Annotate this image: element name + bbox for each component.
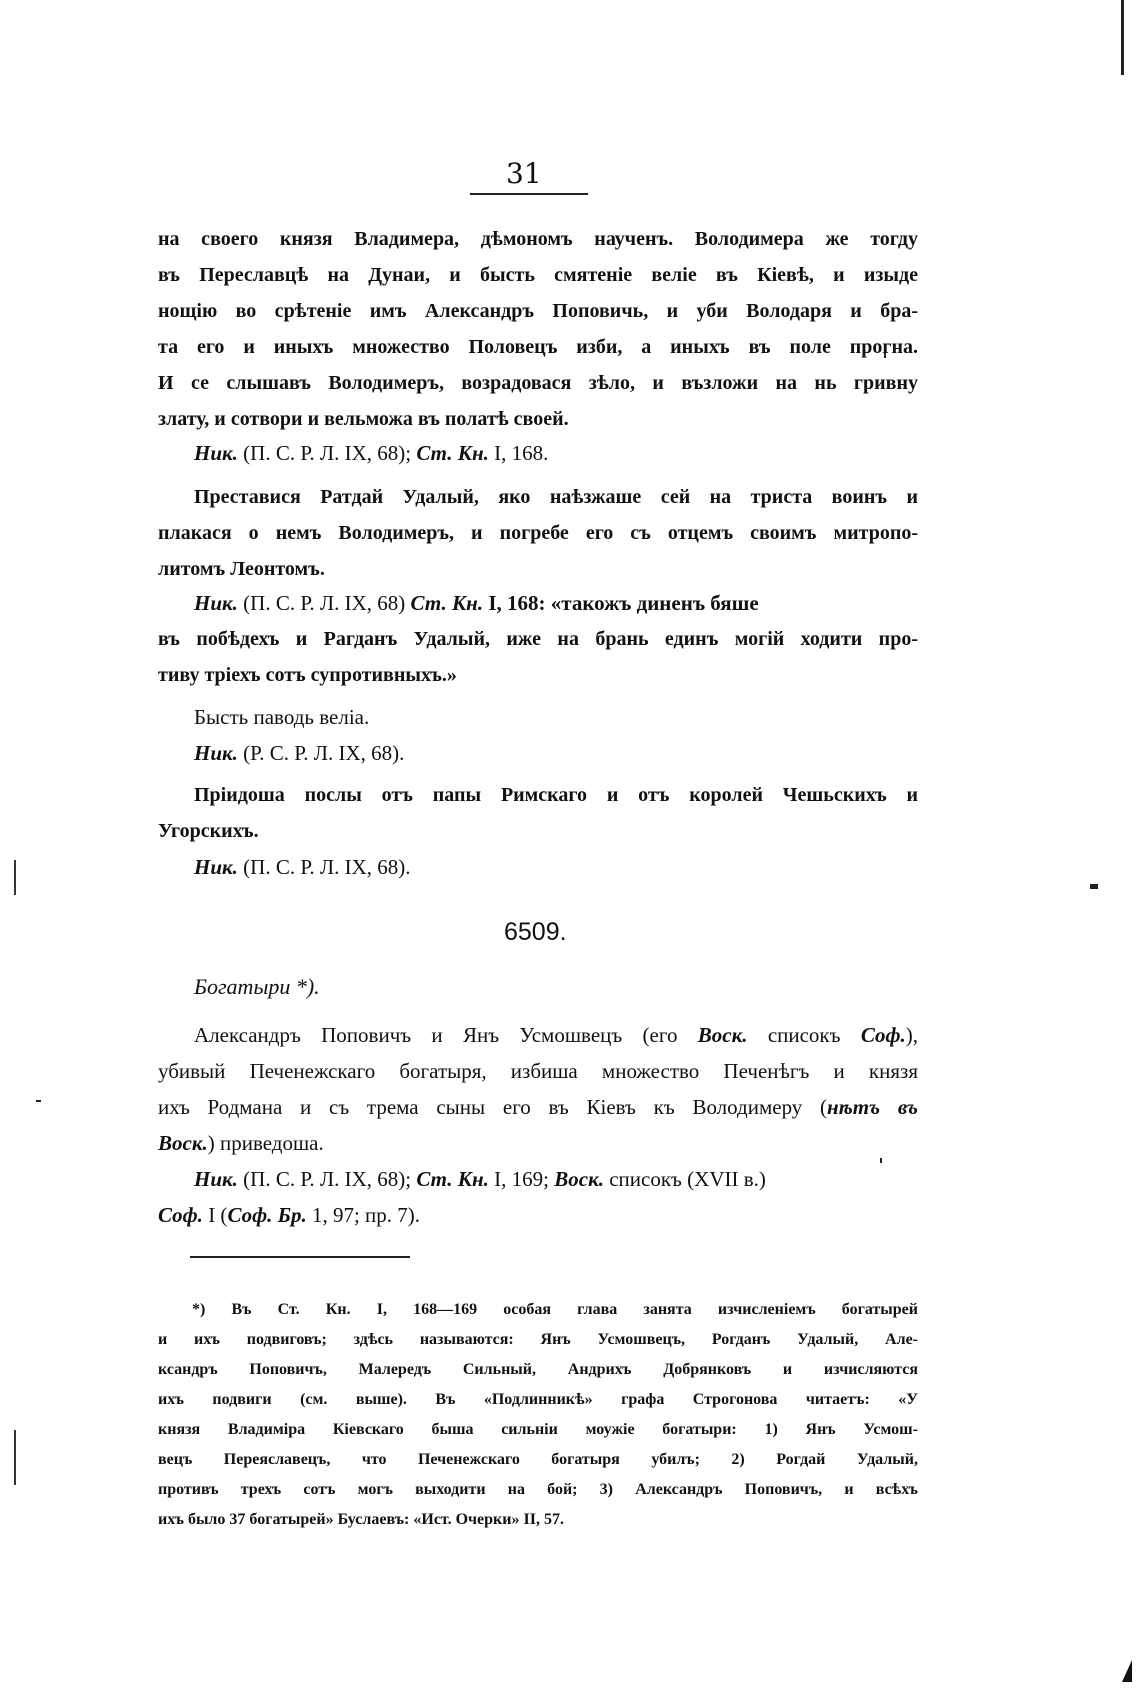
source-reference: Ник. (П. С. Р. Л. IX, 68). — [194, 855, 411, 879]
body-line: Преставися Ратдай Удалый, яко наѣзжаше сей на триста воинъ и — [194, 486, 918, 508]
body-line: ихъ Родмана и съ трема сыны его въ Кіевъ къ Володимеру (нѣтъ въ — [158, 1095, 918, 1119]
source-abbrev: Ник. — [194, 741, 238, 765]
source-abbrev: Ник. — [194, 1167, 238, 1191]
body-line: Александръ Поповичъ и Янъ Усмошвецъ (его Воск. списокъ Соф.), — [194, 1023, 918, 1047]
body-line: на своего князя Владимера, дѣмономъ наученъ. Володимера же тогду — [158, 228, 918, 250]
footnote-line: ихъ было 37 богатырей» Буслаевъ: «Ист. Очерки» II, 57. — [158, 1511, 564, 1528]
footnote-line: князя Владиміра Кіевскаго быша сильніи моужіе богатыри: 1) Янъ Усмош- — [158, 1421, 918, 1438]
body-line: нощію во срѣтеніе имъ Александръ Поповичь, и уби Володаря и бра- — [158, 300, 918, 322]
source-reference: Ник. (Р. С. Р. Л. IX, 68). — [194, 741, 405, 765]
body-line: И се слышавъ Володимеръ, возрадовася зѣло, и възложи на нь гривну — [158, 372, 918, 394]
source-abbrev: Ст. Кн. — [416, 441, 489, 465]
source-abbrev: Соф. Бр. — [227, 1203, 307, 1227]
margin-mark — [14, 860, 16, 895]
body-line: убивый Печенежскаго богатыря, избиша множество Печенѣгъ и князя — [158, 1059, 918, 1083]
source-reference: Ник. (П. С. Р. Л. IX, 68); Ст. Кн. I, 168. — [194, 441, 549, 465]
source-abbrev: Воск. — [697, 1023, 748, 1047]
footnote-rule — [190, 1256, 410, 1258]
source-abbrev: Воск. — [554, 1167, 604, 1191]
body-line: Воск.) приведоша. — [158, 1131, 324, 1155]
year-heading: 6509. — [504, 918, 567, 946]
scan-speck — [36, 1100, 41, 1102]
section-subheading: Богатыри *). — [194, 974, 320, 999]
body-line: въ побѣдехъ и Рагданъ Удалый, иже на брань единъ могій ходити про- — [158, 628, 918, 650]
scan-corner-mark — [1122, 1660, 1132, 1682]
source-abbrev: Ник. — [194, 441, 238, 465]
margin-mark — [14, 1430, 16, 1485]
footnote-line: ксандръ Поповичъ, Малередъ Сильный, Андрихъ Добрянковъ и изчисляются — [158, 1361, 918, 1378]
source-abbrev: Соф. — [158, 1203, 203, 1227]
binding-edge-rule — [1121, 0, 1124, 75]
body-line: въ Переславцѣ на Дунаи, и бысть смятеніе веліе въ Кіевѣ, и изыде — [158, 264, 918, 286]
body-line: та его и иныхъ множество Половецъ изби, а иныхъ въ поле прогна. — [158, 336, 918, 358]
source-reference: Ник. (П. С. Р. Л. IX, 68); Ст. Кн. I, 169; Воск. списокъ (XVII в.) — [194, 1167, 766, 1191]
footnote-line: ихъ подвиги (см. выше). Въ «Подлинникѣ» графа Строгонова читаетъ: «У — [158, 1391, 918, 1408]
scan-speck — [880, 1158, 882, 1163]
body-line: плакася о немъ Володимеръ, и погребе его съ отцемъ своимъ митропо- — [158, 522, 918, 544]
body-line: Бысть паводь веліа. — [194, 705, 370, 729]
source-abbrev: Воск. — [158, 1131, 208, 1155]
source-abbrev: Ст. Кн. — [410, 591, 484, 615]
source-abbrev: Ст. Кн. — [416, 1167, 489, 1191]
page-number: 31 — [506, 157, 542, 190]
body-line: тиву тріехъ сотъ супротивныхъ.» — [158, 664, 457, 686]
source-reference: Соф. I (Соф. Бр. 1, 97; пр. 7). — [158, 1203, 421, 1227]
footnote-line: и ихъ подвиговъ; здѣсь называются: Янъ Усмошвецъ, Рогданъ Удалый, Але- — [158, 1331, 918, 1348]
source-abbrev: Соф. — [860, 1023, 906, 1047]
scan-speck — [1090, 884, 1098, 889]
footnote-line: противъ трехъ сотъ могъ выходити на бой; 3) Александръ Поповичъ, и всѣхъ — [158, 1481, 918, 1498]
source-abbrev: Ник. — [194, 855, 238, 879]
body-line: Угорскихъ. — [158, 820, 259, 842]
page-number-rule — [470, 193, 588, 195]
body-line: Пріидоша послы отъ папы Римскаго и отъ королей Чешьскихъ и — [194, 784, 918, 806]
source-abbrev: Ник. — [194, 591, 238, 615]
body-line: злату, и сотвори и вельможа въ полатѣ своей. — [158, 408, 569, 430]
body-line: литомъ Леонтомъ. — [158, 558, 325, 580]
footnote-line: вецъ Переяславецъ, что Печенежскаго богатыря убилъ; 2) Рогдай Удалый, — [158, 1451, 918, 1468]
footnote-line: *) Въ Ст. Кн. I, 168—169 особая глава занята изчисленіемъ богатырей — [192, 1301, 918, 1318]
source-reference: Ник. (П. С. Р. Л. IX, 68) Ст. Кн. I, 168: «такожъ диненъ бяше — [194, 591, 759, 615]
